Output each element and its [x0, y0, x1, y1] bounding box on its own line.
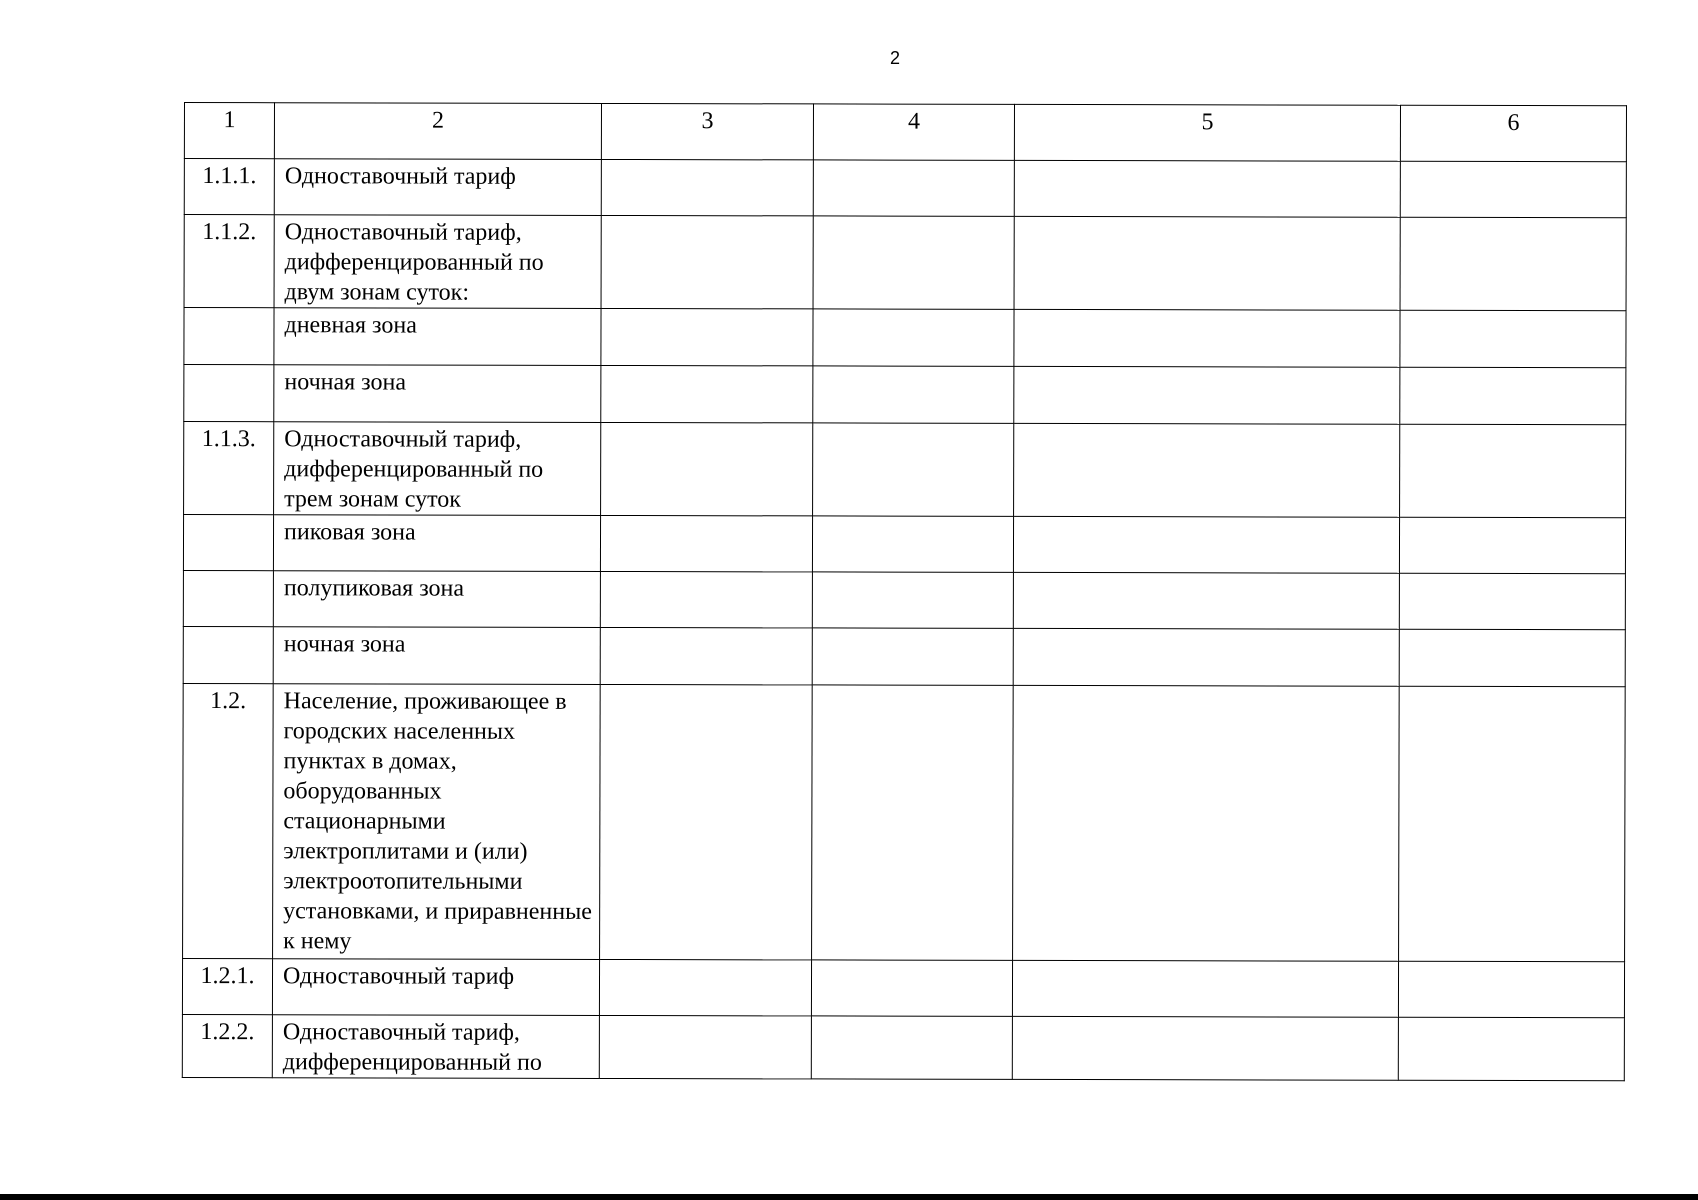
- empty-cell: [813, 423, 1014, 516]
- empty-cell: [601, 365, 813, 422]
- empty-cell: [812, 685, 1014, 960]
- table-row: [184, 308, 1626, 368]
- empty-cell: [812, 628, 1013, 685]
- empty-cell: [601, 159, 813, 215]
- empty-cell: [1013, 685, 1400, 961]
- row-number: [184, 308, 274, 365]
- row-name: ночная зона: [274, 365, 601, 423]
- table-row: [184, 215, 1626, 311]
- empty-cell: [600, 571, 812, 627]
- empty-cell: [812, 516, 1013, 572]
- empty-cell: [601, 422, 813, 515]
- empty-cell: [600, 515, 812, 571]
- table-row: [184, 365, 1626, 425]
- table-row: [183, 515, 1625, 574]
- header-cell-6: 6: [1400, 105, 1626, 162]
- row-number: 1.1.1.: [184, 159, 274, 215]
- empty-cell: [601, 215, 813, 308]
- header-cell-4: 4: [813, 104, 1014, 160]
- row-name: полупиковая зона: [273, 571, 600, 628]
- header-cell-1: 1: [184, 103, 274, 159]
- row-number: [183, 515, 273, 571]
- empty-cell: [1013, 516, 1399, 573]
- empty-cell: [1399, 686, 1626, 962]
- empty-cell: [813, 366, 1014, 423]
- empty-cell: [1400, 424, 1626, 518]
- empty-cell: [1400, 161, 1626, 218]
- row-number: 1.2.2.: [182, 1014, 272, 1077]
- row-name: пиковая зона: [273, 515, 600, 572]
- empty-cell: [1012, 1016, 1398, 1080]
- table-row: [183, 683, 1626, 961]
- row-number: [183, 570, 273, 626]
- row-name: Одноставочный тариф, дифференцированный по: [272, 1015, 599, 1079]
- empty-cell: [1014, 216, 1400, 310]
- row-number: 1.2.1.: [182, 958, 272, 1014]
- header-cell-2: 2: [274, 103, 601, 160]
- table-row: [184, 159, 1626, 218]
- row-number: 1.1.2.: [184, 215, 274, 308]
- empty-cell: [1400, 217, 1626, 311]
- page-number: 2: [889, 48, 900, 68]
- empty-cell: [811, 960, 1012, 1016]
- empty-cell: [1399, 629, 1625, 687]
- table-row: [184, 422, 1626, 518]
- empty-cell: [599, 1015, 811, 1078]
- table-row: [182, 1014, 1624, 1080]
- table-header-row: [184, 103, 1626, 162]
- empty-cell: [1014, 423, 1400, 517]
- row-number: [183, 626, 273, 683]
- empty-cell: [812, 572, 1013, 628]
- empty-cell: [601, 308, 813, 365]
- row-number: 1.1.3.: [184, 422, 274, 515]
- empty-cell: [600, 627, 812, 684]
- row-name: ночная зона: [273, 627, 600, 685]
- empty-cell: [813, 160, 1014, 216]
- empty-cell: [1014, 309, 1400, 367]
- empty-cell: [1012, 960, 1398, 1017]
- row-name: Одноставочный тариф: [272, 959, 599, 1016]
- empty-cell: [1013, 572, 1399, 629]
- row-name: дневная зона: [274, 308, 601, 366]
- row-name: Одноставочный тариф, дифференцированный по трем зонам суток: [274, 422, 601, 516]
- empty-cell: [1400, 367, 1626, 425]
- tariff-table: [182, 102, 1627, 1081]
- row-name: Население, проживающее в городских населенных пунктах в домах, оборудованных стационарными электроплитами и (или) электроотопительными установками, и приравненные к нему: [273, 684, 601, 960]
- empty-cell: [1014, 366, 1400, 424]
- empty-cell: [1399, 517, 1625, 574]
- scan-bottom-edge: [0, 1194, 1698, 1200]
- empty-cell: [599, 959, 811, 1015]
- empty-cell: [1013, 628, 1399, 686]
- empty-cell: [813, 309, 1014, 366]
- table-row: [182, 958, 1624, 1017]
- empty-cell: [1400, 310, 1626, 368]
- header-cell-3: 3: [601, 103, 813, 159]
- header-cell-5: 5: [1014, 104, 1400, 161]
- empty-cell: [1398, 1017, 1624, 1081]
- row-name: Одноставочный тариф: [274, 159, 601, 216]
- empty-cell: [1399, 573, 1625, 630]
- empty-cell: [813, 216, 1014, 309]
- table-row: [183, 570, 1625, 629]
- row-number: [184, 365, 274, 422]
- empty-cell: [1398, 961, 1624, 1018]
- table-row: [183, 626, 1625, 686]
- empty-cell: [1014, 160, 1400, 217]
- row-number: 1.2.: [183, 683, 274, 958]
- empty-cell: [811, 1016, 1012, 1079]
- empty-cell: [600, 684, 813, 959]
- row-name: Одноставочный тариф, дифференцированный по двум зонам суток:: [274, 215, 601, 309]
